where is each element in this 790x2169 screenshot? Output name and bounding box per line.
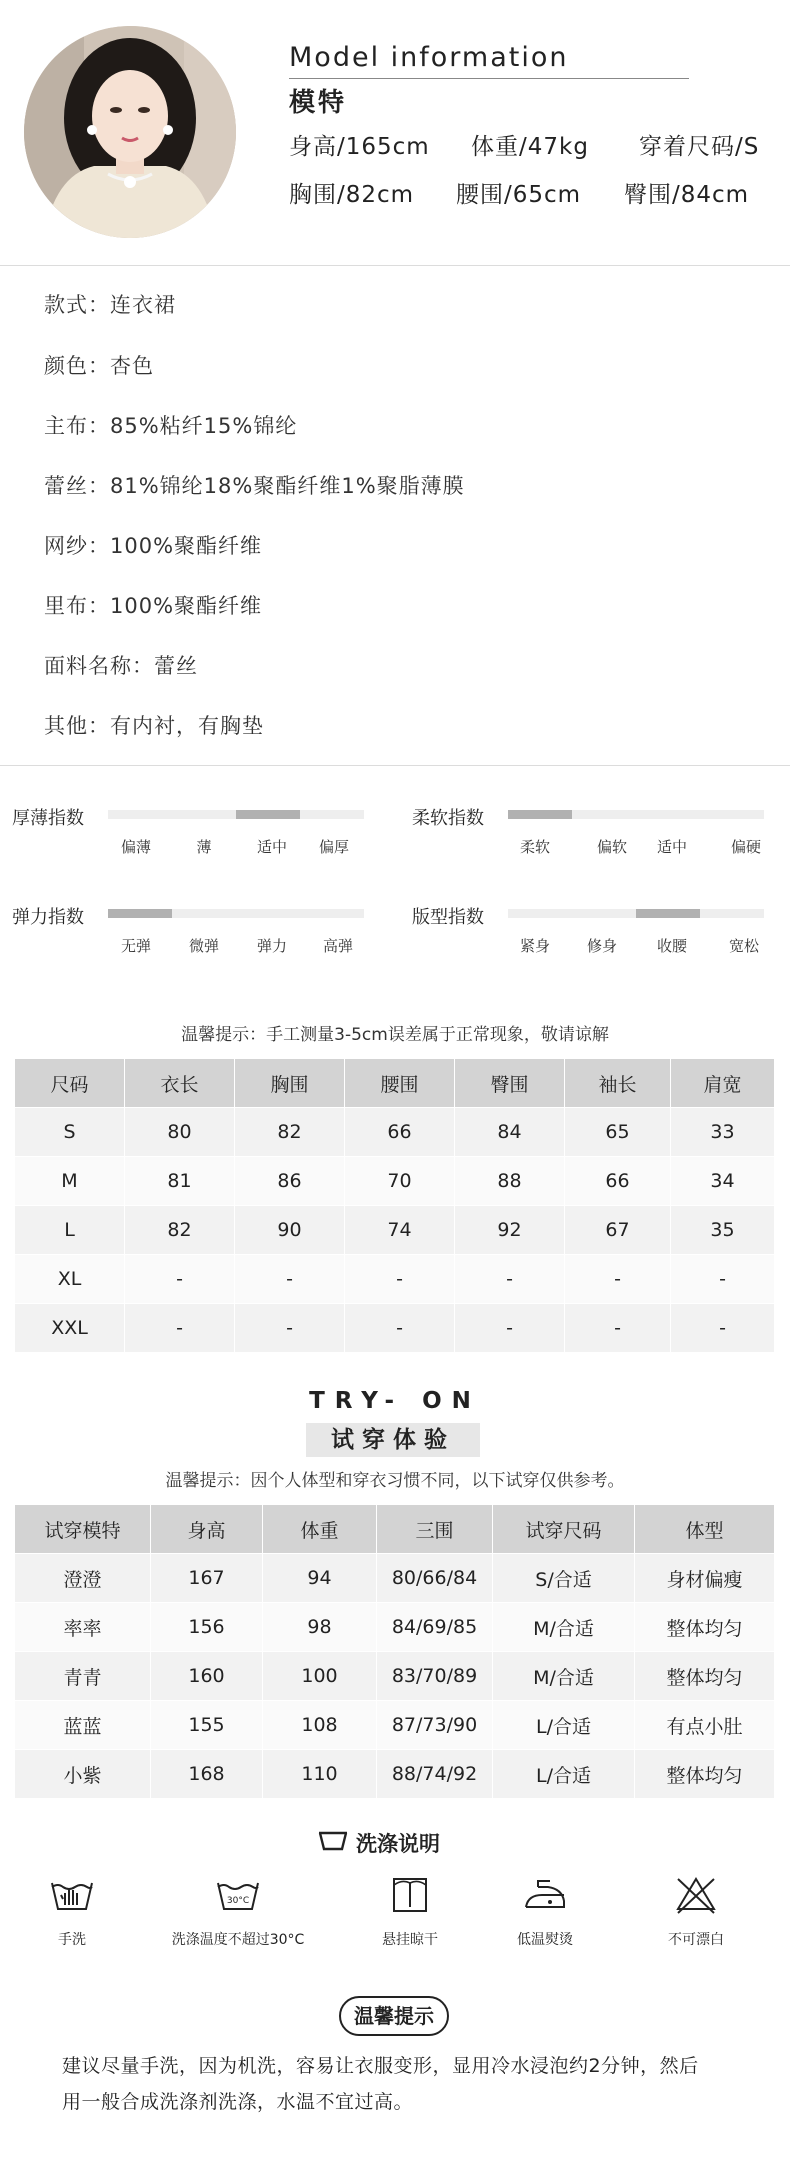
size-table-cell: -	[345, 1255, 455, 1304]
size-table-cell: 66	[345, 1108, 455, 1157]
thickness-option: 适中	[256, 838, 288, 856]
tryon-table-cell: 小紫	[15, 1750, 151, 1799]
model-weight: 体重/47kg	[471, 134, 589, 160]
tryon-table-row	[15, 1603, 775, 1652]
size-table-row	[15, 1206, 775, 1255]
size-table-cell: -	[671, 1255, 775, 1304]
size-table-cell: 92	[455, 1206, 565, 1255]
model-wear-size: 穿着尺码/S	[639, 134, 760, 160]
size-table-cell: 84	[455, 1108, 565, 1157]
attr-main-fabric: 主布：85%粘纤15%锦纶	[44, 414, 298, 438]
tryon-table-cell: L/合适	[493, 1750, 635, 1799]
softness-option: 柔软	[519, 838, 551, 856]
tryon-table-cell: 94	[263, 1554, 377, 1603]
thickness-option: 薄	[196, 838, 212, 856]
tryon-title-cn: 试穿体验	[306, 1423, 480, 1457]
size-table-cell: XXL	[15, 1304, 125, 1353]
tryon-table-header-cell: 试穿模特	[15, 1505, 151, 1554]
size-table-cell: 66	[565, 1157, 671, 1206]
tryon-table-cell: 108	[263, 1701, 377, 1750]
size-table-header-cell: 肩宽	[671, 1059, 775, 1108]
model-info-title-cn: 模特	[289, 88, 348, 118]
size-table-cell: 81	[125, 1157, 235, 1206]
tryon-table-cell: 84/69/85	[377, 1603, 493, 1652]
size-table-row	[15, 1255, 775, 1304]
tryon-table-cell: L/合适	[493, 1701, 635, 1750]
elasticity-option: 高弹	[322, 937, 354, 955]
hang-dry-icon	[390, 1875, 430, 1915]
model-photo	[24, 26, 236, 238]
wash-basin-icon	[318, 1830, 348, 1852]
wash-item-hand-wash: 手洗	[0, 1875, 147, 1949]
attr-color: 颜色：杏色	[44, 354, 154, 378]
size-chart-table	[14, 1058, 775, 1353]
size-table-header-cell: 衣长	[125, 1059, 235, 1108]
attr-mesh: 网纱：100%聚酯纤维	[44, 534, 263, 558]
tryon-table-header-row	[15, 1505, 775, 1554]
tryon-table-cell: 167	[151, 1554, 263, 1603]
size-table-cell: -	[455, 1304, 565, 1353]
model-info-title-en: Model information	[289, 42, 569, 73]
low-iron-icon	[522, 1875, 568, 1915]
thickness-index-label: 厚薄指数	[12, 808, 84, 829]
softness-index-label: 柔软指数	[412, 808, 484, 829]
wash-30-icon	[215, 1875, 261, 1915]
fit-option: 修身	[586, 937, 618, 955]
attr-style: 款式：连衣裙	[44, 293, 176, 317]
tryon-table-cell: 80/66/84	[377, 1554, 493, 1603]
size-table-row	[15, 1304, 775, 1353]
tryon-table-row	[15, 1554, 775, 1603]
tip-line: 建议尽量手洗，因为机洗，容易让衣服变形，显用冷水浸泡约2分钟，然后	[62, 2055, 699, 2077]
size-table-cell: 35	[671, 1206, 775, 1255]
thickness-index-fill	[236, 810, 300, 819]
size-table-header-cell: 臀围	[455, 1059, 565, 1108]
thickness-index-bar	[108, 810, 364, 819]
elasticity-index-fill	[108, 909, 172, 918]
tryon-table-header-cell: 体重	[263, 1505, 377, 1554]
elasticity-option: 无弹	[120, 937, 152, 955]
size-table-cell: S	[15, 1108, 125, 1157]
size-table-header-cell: 袖长	[565, 1059, 671, 1108]
tryon-table-cell: 155	[151, 1701, 263, 1750]
attr-other: 其他：有内衬，有胸垫	[44, 714, 264, 738]
tryon-table-cell: 整体均匀	[635, 1652, 775, 1701]
size-table-cell: 82	[235, 1108, 345, 1157]
size-table-header-cell: 胸围	[235, 1059, 345, 1108]
attr-fabric-name: 面料名称：蕾丝	[44, 654, 198, 678]
fit-index-fill	[636, 909, 700, 918]
tryon-table-cell: 160	[151, 1652, 263, 1701]
size-table-cell: -	[125, 1255, 235, 1304]
tryon-table-row	[15, 1750, 775, 1799]
model-hip: 臀围/84cm	[624, 182, 750, 208]
tryon-table-row	[15, 1701, 775, 1750]
attr-lining: 里布：100%聚酯纤维	[44, 594, 263, 618]
model-height: 身高/165cm	[289, 134, 430, 160]
size-table-cell: 33	[671, 1108, 775, 1157]
warm-tip-badge: 温馨提示	[339, 1996, 449, 2036]
elasticity-option: 微弹	[188, 937, 220, 955]
tryon-table-cell: S/合适	[493, 1554, 635, 1603]
softness-index-fill	[508, 810, 572, 819]
section-divider	[0, 265, 790, 266]
size-table-cell: -	[235, 1255, 345, 1304]
elasticity-option: 弹力	[256, 937, 288, 955]
size-table-header-cell: 尺码	[15, 1059, 125, 1108]
tryon-note: 温馨提示：因个人体型和穿衣习惯不同，以下试穿仅供参考。	[165, 1471, 625, 1491]
tryon-table-cell: 168	[151, 1750, 263, 1799]
attr-lace: 蕾丝：81%锦纶18%聚酯纤维1%聚脂薄膜	[44, 474, 465, 498]
tryon-table-header-cell: 身高	[151, 1505, 263, 1554]
size-table-cell: -	[345, 1304, 455, 1353]
tryon-table-cell: 澄澄	[15, 1554, 151, 1603]
size-table-cell: 70	[345, 1157, 455, 1206]
size-table-row	[15, 1157, 775, 1206]
size-note: 温馨提示：手工测量3-5cm误差属于正常现象，敬请谅解	[181, 1025, 609, 1045]
tryon-table-cell: 整体均匀	[635, 1603, 775, 1652]
size-table-header-cell: 腰围	[345, 1059, 455, 1108]
fit-option: 紧身	[519, 937, 551, 955]
model-title-underline	[289, 78, 689, 79]
tryon-table-header-cell: 试穿尺码	[493, 1505, 635, 1554]
size-table-cell: 65	[565, 1108, 671, 1157]
size-table-cell: 80	[125, 1108, 235, 1157]
model-info-section	[0, 0, 790, 265]
fit-option: 收腰	[656, 937, 688, 955]
size-table-cell: -	[455, 1255, 565, 1304]
tryon-table-cell: 身材偏瘦	[635, 1554, 775, 1603]
size-table-cell: -	[125, 1304, 235, 1353]
tryon-table-cell: 87/73/90	[377, 1701, 493, 1750]
tryon-table-cell: M/合适	[493, 1603, 635, 1652]
tryon-table	[14, 1504, 775, 1799]
elasticity-index-label: 弹力指数	[12, 907, 84, 928]
wash-item-no-bleach: 不可漂白	[621, 1875, 771, 1949]
tryon-table-cell: 率率	[15, 1603, 151, 1652]
tryon-table-cell: 100	[263, 1652, 377, 1701]
size-table-cell: 86	[235, 1157, 345, 1206]
wash-item-hang-dry: 悬挂晾干	[335, 1875, 485, 1949]
tryon-table-header-cell: 体型	[635, 1505, 775, 1554]
wash-temp-text: 30°C	[226, 1896, 250, 1906]
tryon-table-cell: 整体均匀	[635, 1750, 775, 1799]
size-table-cell: -	[235, 1304, 345, 1353]
model-bust: 胸围/82cm	[289, 182, 415, 208]
size-table-cell: 34	[671, 1157, 775, 1206]
fit-option: 宽松	[728, 937, 760, 955]
elasticity-index-bar	[108, 909, 364, 918]
softness-option: 适中	[656, 838, 688, 856]
size-table-header-row	[15, 1059, 775, 1108]
softness-option: 偏软	[596, 838, 628, 856]
tryon-table-cell: 83/70/89	[377, 1652, 493, 1701]
tryon-table-cell: 110	[263, 1750, 377, 1799]
thickness-option: 偏薄	[120, 838, 152, 856]
size-table-cell: XL	[15, 1255, 125, 1304]
no-bleach-icon	[674, 1875, 718, 1915]
wash-item-30c: 30°C 洗涤温度不超过30°C	[163, 1875, 313, 1949]
size-table-cell: 90	[235, 1206, 345, 1255]
tryon-table-cell: 有点小肚	[635, 1701, 775, 1750]
size-table-row	[15, 1108, 775, 1157]
fit-index-bar	[508, 909, 764, 918]
tryon-table-cell: 98	[263, 1603, 377, 1652]
size-table-cell: L	[15, 1206, 125, 1255]
tryon-title-en: TRY- ON	[309, 1388, 481, 1414]
section-divider	[0, 765, 790, 766]
softness-index-bar	[508, 810, 764, 819]
fit-index-label: 版型指数	[412, 907, 484, 928]
tip-line: 用一般合成洗涤剂洗涤，水温不宜过高。	[62, 2091, 414, 2113]
size-table-cell: -	[671, 1304, 775, 1353]
model-photo-illustration	[24, 26, 236, 238]
size-table-cell: 74	[345, 1206, 455, 1255]
size-table-cell: 82	[125, 1206, 235, 1255]
tryon-table-cell: 88/74/92	[377, 1750, 493, 1799]
tryon-table-row	[15, 1652, 775, 1701]
tryon-table-cell: 青青	[15, 1652, 151, 1701]
tryon-table-cell: M/合适	[493, 1652, 635, 1701]
size-table-cell: 88	[455, 1157, 565, 1206]
size-table-cell: -	[565, 1304, 671, 1353]
size-table-cell: 67	[565, 1206, 671, 1255]
hand-wash-icon	[49, 1875, 95, 1915]
model-waist: 腰围/65cm	[456, 182, 582, 208]
size-table-cell: -	[565, 1255, 671, 1304]
wash-item-low-iron: 低温熨烫	[470, 1875, 620, 1949]
thickness-option: 偏厚	[318, 838, 350, 856]
tryon-table-cell: 蓝蓝	[15, 1701, 151, 1750]
size-table-cell: M	[15, 1157, 125, 1206]
tryon-table-cell: 156	[151, 1603, 263, 1652]
softness-option: 偏硬	[730, 838, 762, 856]
tryon-table-header-cell: 三围	[377, 1505, 493, 1554]
